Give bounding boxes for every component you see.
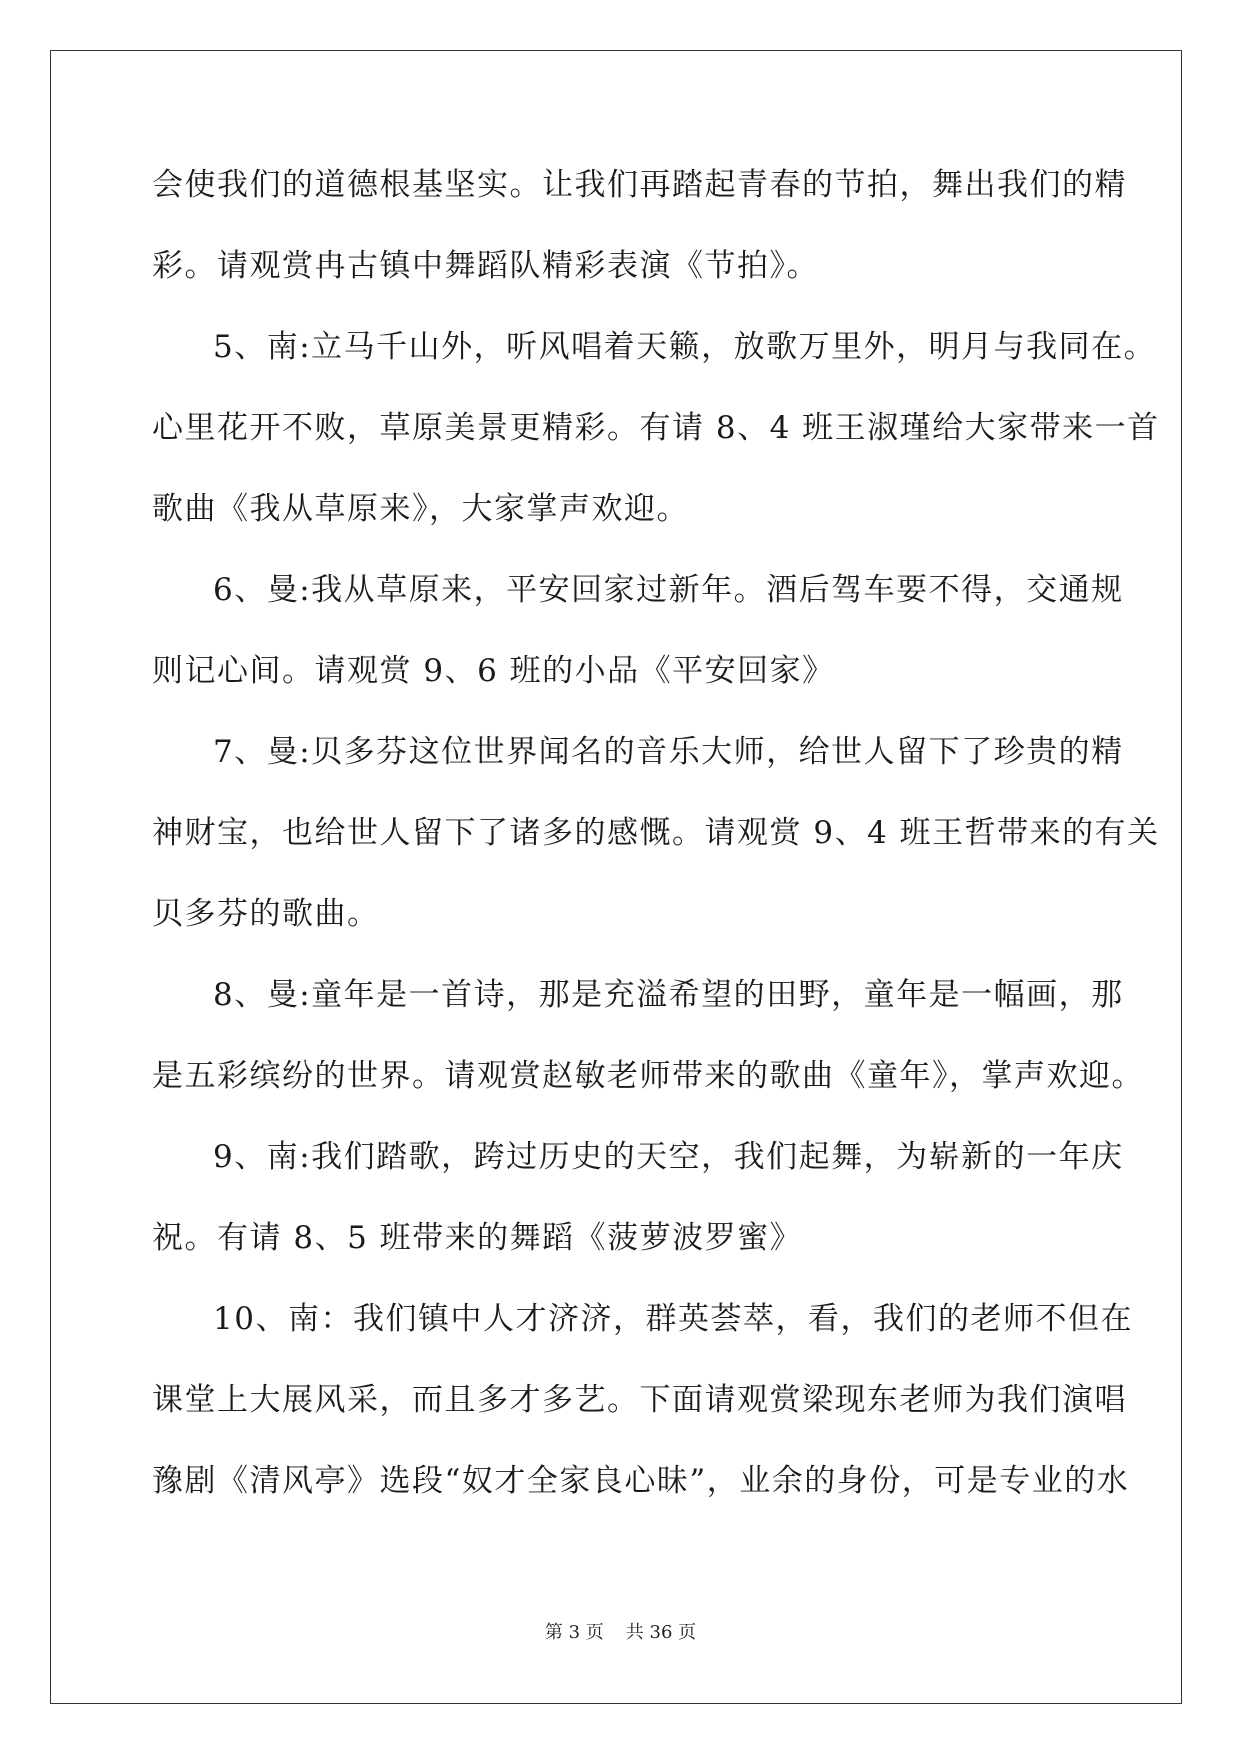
text-line: 8、曼:童年是一首诗，那是充溢希望的田野，童年是一幅画，那 [213,977,1124,1013]
text-line: 是五彩缤纷的世界。请观赏赵敏老师带来的歌曲《童年》，掌声欢迎。 [152,1058,1144,1094]
text-line: 祝。有请 8、5 班带来的舞蹈《菠萝波罗蜜》 [152,1220,803,1256]
page-total: 共 36 页 [625,1622,697,1643]
text-line: 6、曼:我从草原来，平安回家过新年。酒后驾车要不得，交通规 [213,572,1124,608]
text-line: 7、曼:贝多芬这位世界闻名的音乐大师，给世人留下了珍贵的精 [213,734,1124,770]
text-line: 歌曲《我从草原来》，大家掌声欢迎。 [152,491,689,527]
text-line: 课堂上大展风采，而且多才多艺。下面请观赏梁现东老师为我们演唱 [152,1382,1127,1418]
text-line: 神财宝，也给世人留下了诸多的感慨。请观赏 9、4 班王哲带来的有关 [152,815,1160,851]
text-line: 10、南：我们镇中人才济济，群英荟萃，看，我们的老师不但在 [213,1301,1133,1337]
text-line: 豫剧《清风亭》选段“奴才全家良心昧”，业余的身份，可是专业的水 [152,1463,1130,1499]
text-line: 心里花开不败，草原美景更精彩。有请 8、4 班王淑瑾给大家带来一首 [152,410,1160,446]
text-line: 9、南:我们踏歌，跨过历史的天空，我们起舞，为崭新的一年庆 [213,1139,1124,1175]
page-footer [0,1618,1241,1644]
text-line: 5、南:立马千山外，听风唱着天籁，放歌万里外，明月与我同在。 [213,329,1157,365]
text-line: 则记心间。请观赏 9、6 班的小品《平安回家》 [152,653,835,689]
text-line: 彩。请观赏冉古镇中舞蹈队精彩表演《节拍》。 [152,248,819,284]
page-number: 第 3 页 [544,1622,604,1643]
text-line: 会使我们的道德根基坚实。让我们再踏起青春的节拍，舞出我们的精 [152,167,1127,203]
text-line: 贝多芬的歌曲。 [152,896,380,932]
document-body [152,162,1160,1539]
